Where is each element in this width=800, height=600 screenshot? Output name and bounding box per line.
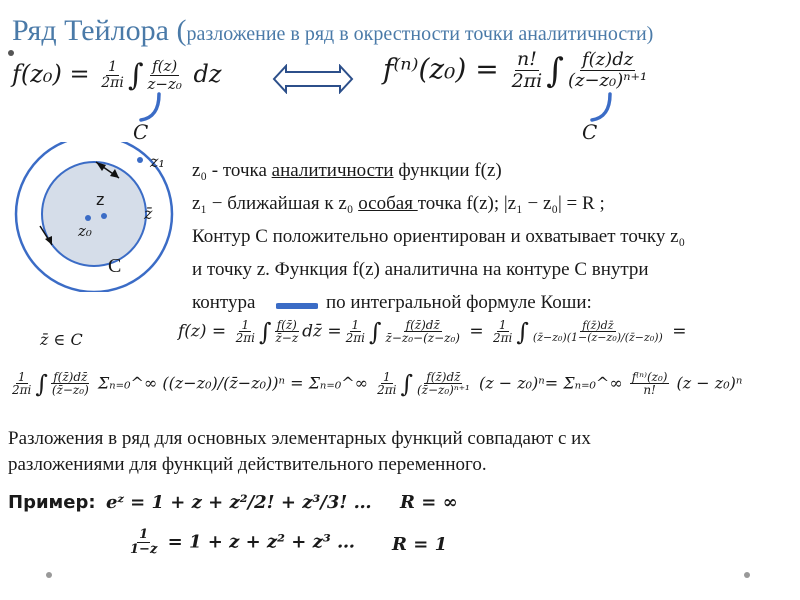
title-main: Ряд Тейлора ( — [12, 14, 187, 47]
disk-of-convergence — [42, 162, 146, 266]
text-line-3: Контур C положительно ориентирован и охватывает точку z₀ — [192, 226, 686, 247]
cauchy-lhs: f(z₀) = — [12, 60, 90, 88]
derivative-formula — [383, 50, 651, 92]
paragraph-line-2: разложениями для функций действительного переменного. — [8, 454, 487, 475]
label-z: z — [96, 190, 105, 209]
example-label: Пример: — [8, 492, 96, 513]
slide-title — [12, 14, 653, 48]
text-line-2: z₁ − ближайшая к z₀ особая точка f(z); |z₁ − z₀| = R ; — [192, 193, 605, 214]
paragraph-line-1: Разложения в ряд для основных элементарных функций совпадают с их — [8, 428, 591, 449]
cauchy-coef: $\frac{1}{2\pi i}$ — [101, 58, 124, 91]
deriv-integrand: $\frac{f(z)dz}{\text{(z−z₀)ⁿ⁺¹}}$ — [567, 49, 648, 91]
text-line-5b: по интегральной формуле Коши: — [326, 292, 592, 313]
bullet-dot — [8, 50, 14, 56]
geometric-series: $\frac{1}{1-z}$ = 1 + z + z² + z³ … — [130, 527, 356, 557]
equivalence-arrow-icon — [272, 64, 354, 94]
exp-series: eᶻ = 1 + z + z²/2! + z³/3! … — [106, 492, 372, 513]
point-z — [101, 213, 107, 219]
footer-dot-right — [744, 572, 750, 578]
derivation-row-1: f(z) = $\frac{1}{2\pi i}$ ∫ $\frac{f(z̄)}{z̄-z}$ dz̄ = $\frac{1}{2\pi i}$ ∫ $\frac{f(z̄)dz̄}{\text{z̄−z₀−(z−z₀)}}$ = $\frac{1}{2\pi i}$ ∫ $\frac{f(z̄)dz̄}{\text{(z̄−z₀)(1−(z−z₀)/(z̄−z₀))}}$ = — [178, 317, 687, 346]
point-z1 — [137, 157, 143, 163]
point-z0 — [85, 215, 91, 221]
contour-label-c2: C — [582, 120, 598, 144]
label-contour-c: C — [108, 255, 122, 277]
title-subtitle: разложение в ряд в окрестности точки аналитичности) — [186, 23, 654, 45]
label-zbar: z̄ — [144, 204, 153, 223]
exp-radius: R = ∞ — [400, 492, 458, 513]
implies-arrow-icon — [276, 300, 318, 312]
label-z0: z₀ — [78, 222, 92, 240]
geometric-radius: R = 1 — [392, 534, 448, 555]
deriv-lhs: f⁽ⁿ⁾(z₀) = — [383, 52, 499, 86]
contour-label-c: C — [133, 120, 149, 144]
integral-sign-2: ∫ — [546, 50, 564, 91]
integral-sign: ∫ — [127, 58, 144, 93]
cauchy-formula — [12, 58, 222, 93]
derivation-row-2: $\frac{1}{2\pi i}$ ∫ $\frac{f(z̄)dz̄}{\text{(z̄−z₀)}}$ Σₙ₌₀^∞ ((z−z₀)/(z̄−z₀))ⁿ = Σₙ₌₀^∞ $\frac{1}{2\pi i}$ ∫ $\frac{f(z̄)dz̄}{\text{(z̄−z₀)ⁿ⁺¹}}$ (z − z₀)ⁿ= Σₙ₌₀^∞ $\frac{\text{f⁽ⁿ⁾(z₀)}}{n!}$ (z − z₀)ⁿ — [12, 369, 743, 398]
zbar-in-contour: z̄ ∈ C — [40, 330, 83, 349]
text-line-4: и точку z. Функция f(z) аналитична на контуре C внутри — [192, 259, 649, 280]
cauchy-dz: dz — [193, 60, 222, 88]
cauchy-integrand: $\frac{f(z)}{\text{z−z₀}}$ — [147, 56, 182, 93]
label-z1: z₁ — [150, 152, 165, 171]
text-line-5: контура — [192, 292, 256, 313]
deriv-coef: $\frac{n!}{2\pi i}$ — [511, 48, 543, 92]
footer-dot-left — [46, 572, 52, 578]
text-line-1: z₀ - точка аналитичности функции f(z) — [192, 160, 502, 181]
